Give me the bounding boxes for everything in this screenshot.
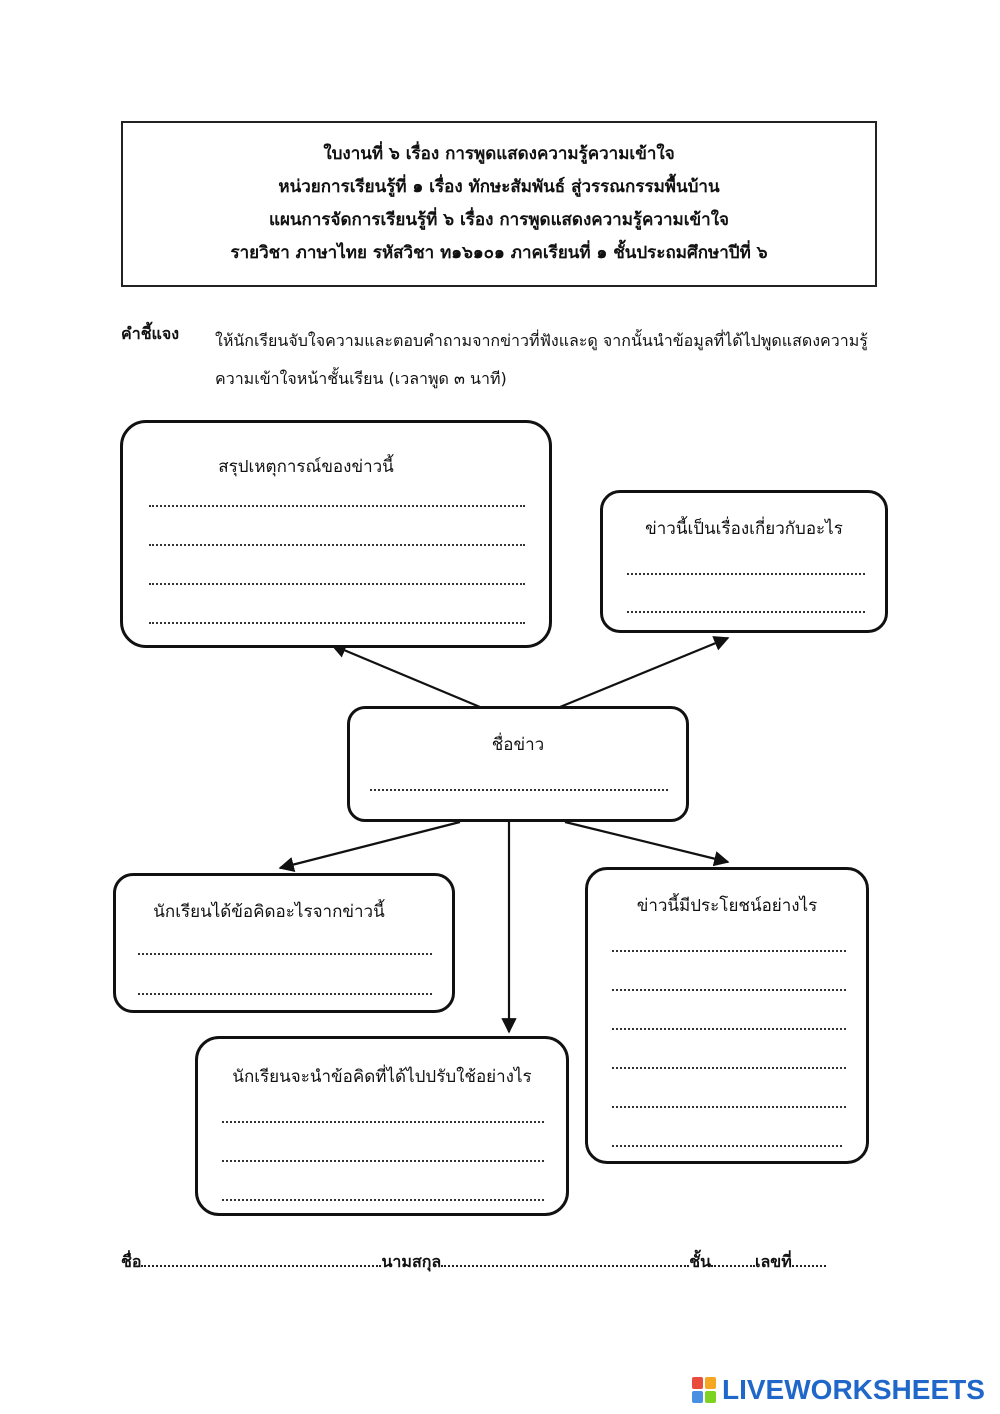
apply-answer-line[interactable]: [222, 1119, 544, 1123]
name-label: ชื่อ: [121, 1252, 142, 1271]
instructions-text: ให้นักเรียนจับใจความและตอบคำถามจากข่าวที่ฟังและดู จากนั้นนำข้อมูลที่ได้ไปพูดแสดงความรู้ความเข้าใจหน้าชั้นเรียน (เวลาพูด ๓ นาที): [215, 331, 868, 388]
summary-answer-line[interactable]: [149, 503, 525, 507]
benefit-answer-line[interactable]: [612, 948, 846, 952]
benefit-answer-line[interactable]: [612, 1104, 846, 1108]
surname-label: นามสกุล: [381, 1252, 442, 1271]
logo-square-2: [705, 1377, 716, 1389]
brand-name: LIVEWORKSHEETS: [722, 1374, 985, 1405]
apply-box: [195, 1036, 569, 1216]
class-field[interactable]: [711, 1263, 755, 1267]
header-line-2: หน่วยการเรียนรู้ที่ ๑ เรื่อง ทักษะสัมพันธ์ สู่วรรณกรรมพื้นบ้าน: [278, 177, 720, 197]
name-field[interactable]: [141, 1263, 381, 1267]
arrow-to-summary: [332, 645, 480, 707]
news-name-box: [347, 706, 689, 822]
summary-title: สรุปเหตุการณ์ของข่าวนี้: [218, 457, 394, 477]
apply-title: นักเรียนจะนำข้อคิดที่ได้ไปปรับใช้อย่างไร: [232, 1067, 532, 1087]
number-label: เลขที่: [755, 1252, 792, 1271]
benefit-box: [585, 867, 869, 1164]
arrow-to-about: [560, 638, 728, 707]
summary-answer-line[interactable]: [149, 542, 525, 546]
class-label: ชั้น: [689, 1252, 711, 1271]
benefit-answer-line[interactable]: [612, 987, 846, 991]
surname-field[interactable]: [441, 1263, 689, 1267]
number-field[interactable]: [792, 1263, 826, 1267]
benefit-title: ข่าวนี้มีประโยชน์อย่างไร: [636, 896, 818, 916]
student-info-footer: [121, 1250, 881, 1275]
header-line-1: ใบงานที่ ๖ เรื่อง การพูดแสดงความรู้ความเข้าใจ: [323, 144, 675, 164]
benefit-answer-line[interactable]: [612, 1065, 846, 1069]
logo-square-4: [705, 1391, 716, 1403]
summary-answer-line[interactable]: [149, 581, 525, 585]
liveworksheets-logo-icon: [692, 1377, 716, 1403]
liveworksheets-brand: [692, 1374, 985, 1406]
benefit-answer-line[interactable]: [612, 1143, 842, 1147]
about-answer-line[interactable]: [627, 609, 865, 613]
arrow-to-lesson: [280, 822, 460, 868]
news-name-answer-line[interactable]: [370, 787, 668, 791]
lesson-answer-line[interactable]: [138, 991, 432, 995]
instructions-label: คำชี้แจง: [121, 324, 180, 343]
about-box: [600, 490, 888, 633]
logo-square-3: [692, 1391, 703, 1403]
news-name-title: ชื่อข่าว: [491, 735, 545, 755]
header-line-3: แผนการจัดการเรียนรู้ที่ ๖ เรื่อง การพูดแสดงความรู้ความเข้าใจ: [269, 210, 729, 230]
about-answer-line[interactable]: [627, 571, 865, 575]
summary-box: [120, 420, 552, 648]
benefit-answer-line[interactable]: [612, 1026, 846, 1030]
lesson-box: [113, 873, 455, 1013]
header-line-4: รายวิชา ภาษาไทย รหัสวิชา ท๑๖๑๐๑ ภาคเรียนที่ ๑ ชั้นประถมศึกษาปีที่ ๖: [230, 243, 768, 263]
apply-answer-line[interactable]: [222, 1158, 544, 1162]
about-title: ข่าวนี้เป็นเรื่องเกี่ยวกับอะไร: [645, 519, 843, 539]
logo-square-1: [692, 1377, 703, 1389]
arrow-to-benefit: [565, 822, 728, 862]
lesson-title: นักเรียนได้ข้อคิดอะไรจากข่าวนี้: [153, 902, 385, 922]
summary-answer-line[interactable]: [149, 620, 525, 624]
lesson-answer-line[interactable]: [138, 951, 432, 955]
apply-answer-line[interactable]: [222, 1197, 544, 1201]
